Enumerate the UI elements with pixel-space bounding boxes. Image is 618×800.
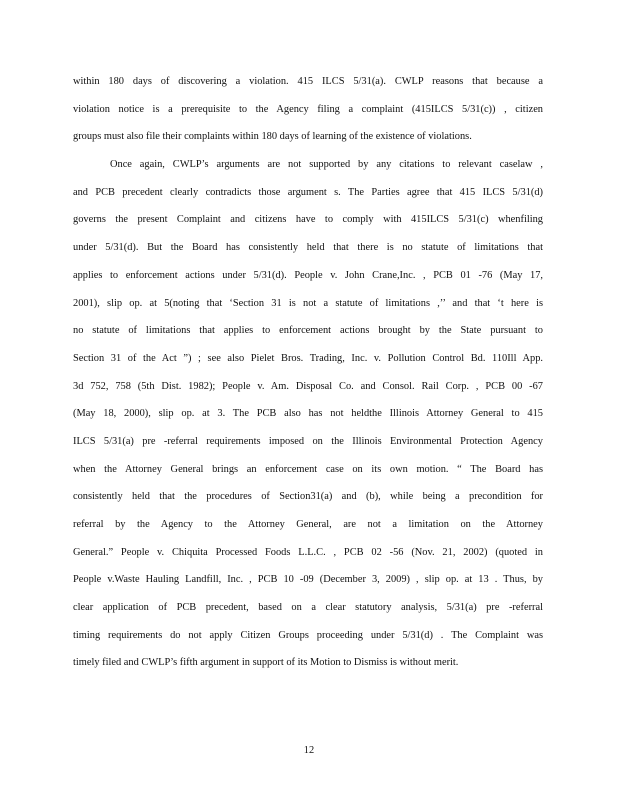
text-line: no statute of limitations that applies to enforcement actions brought by the State pursuant to (73, 325, 543, 337)
body-text (73, 68, 543, 677)
text-line: when the Attorney General brings an enforcement case on its own motion. “ The Board has (73, 463, 543, 475)
text-line: People v.Waste Hauling Landfill, Inc. , PCB 10 -09 (December 3, 2009) , slip op. at 13 . Thus, by (73, 574, 543, 586)
text-line: timely filed and CWLP’s fifth argument in support of its Motion to Dismiss is without merit. (73, 657, 459, 669)
text-line: timing requirements do not apply Citizen Groups proceeding under 5/31(d) . The Complaint was (73, 629, 543, 641)
text-line: within 180 days of discovering a violation. 415 ILCS 5/31(a). CWLP reasons that because a (73, 76, 543, 87)
text-line: groups must also file their complaints within 180 days of learning of the existence of violations. (73, 131, 472, 143)
text-line: Section 31 of the Act ”) ; see also Pielet Bros. Trading, Inc. v. Pollution Control Bd. 110Ill App. (73, 352, 543, 364)
text-line: violation notice is a prerequisite to the Agency filing a complaint (415ILCS 5/31(c)) , citizen (73, 103, 543, 115)
text-line: 3d 752, 758 (5th Dist. 1982); People v. Am. Disposal Co. and Consol. Rail Corp. , PCB 00 -67 (73, 380, 543, 392)
text-line: applies to enforcement actions under 5/31(d). People v. John Crane,Inc. , PCB 01 -76 (May 17, (73, 269, 543, 281)
text-line: Once again, CWLP’s arguments are not supported by any citations to relevant caselaw , (110, 159, 543, 171)
text-line: ILCS 5/31(a) pre -referral requirements imposed on the Illinois Environmental Protection Agency (73, 435, 543, 447)
text-line: referral by the Agency to the Attorney General, are not a limitation on the Attorney (73, 519, 543, 530)
text-line: consistently held that the procedures of Section31(a) and (b), while being a precondition for (73, 491, 543, 503)
text-line: under 5/31(d). But the Board has consistently held that there is no statute of limitations that (73, 242, 543, 254)
text-line: General.” People v. Chiquita Processed Foods L.L.C. , PCB 02 -56 (Nov. 21, 2002) (quoted in (73, 546, 543, 558)
text-line: 2001), slip op. at 5(noting that ‘Section 31 is not a statute of limitations ,’’ and that ‘t here is (73, 297, 543, 309)
page-number: 12 (303, 745, 315, 756)
text-line: governs the present Complaint and citizens have to comply with 415ILCS 5/31(c) whenfiling (73, 214, 543, 226)
text-line: (May 18, 2000), slip op. at 3. The PCB also has not heldthe Illinois Attorney General to 415 (73, 408, 543, 420)
text-line: clear application of PCB precedent, based on a clear statutory analysis, 5/31(a) pre -referral (73, 602, 543, 614)
text-line: and PCB precedent clearly contradicts those argument s. The Parties agree that 415 ILCS 5/31(d) (73, 186, 543, 198)
